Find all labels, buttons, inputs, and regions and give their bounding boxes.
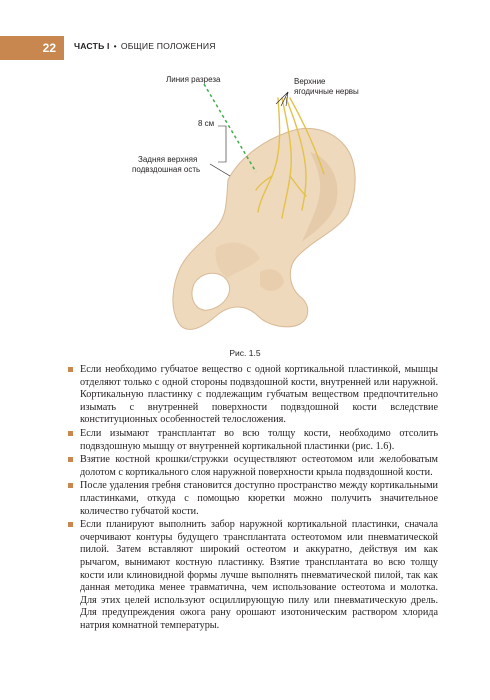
bullet-square-icon xyxy=(68,431,73,436)
spine-label-line2: подвздошная ость xyxy=(132,165,201,174)
ilium-illustration xyxy=(110,72,410,352)
part-title: ЧАСТЬ I xyxy=(74,41,110,51)
section-title: ОБЩИЕ ПОЛОЖЕНИЯ xyxy=(120,41,216,51)
running-head xyxy=(74,41,216,51)
figure-caption: Рис. 1.5 xyxy=(229,348,261,358)
list-item xyxy=(80,519,438,632)
body-text-list xyxy=(80,364,438,633)
cut-line xyxy=(204,84,256,172)
bullet-square-icon xyxy=(68,367,73,372)
nerves-label-line2: ягодичные нервы xyxy=(294,87,359,96)
spine-label-line1: Задняя верхняя xyxy=(138,155,198,164)
cut-line-label: Линия разреза xyxy=(166,75,221,84)
separator-dot: • xyxy=(113,41,117,51)
bullet-square-icon xyxy=(68,457,73,462)
paragraph-text: Взятие костной крошки/стружки осуществляют остеотомом или желобоватым долотом с кортикального слоя наружной поверхности крыла подвздошной кости. xyxy=(80,454,438,478)
list-item xyxy=(80,454,438,479)
bullet-square-icon xyxy=(68,522,73,527)
page-number: 22 xyxy=(0,36,64,60)
paragraph-text: Если планируют выполнить забор наружной кортикальной пластинки, сначала очерчивают контуры будущего трансплантата остеотомом или пневматической пилой. Затем вставляют широкий остеотом и аккуратно, действуя им как рычагом, вынимают костную пластинку. Взятие трансплантата во всю толщу кости или клиновидной формы лучше выполнять пневматической пилой, так как данная методика менее травматична, чем использование остеотома и молотка. Для этих целей используют осциллирующую пилу или пневматическую дрель. Для предупреждения ожога рану орошают изотоническим раствором хлорида натрия комнатной температуры. xyxy=(80,519,438,631)
paragraph-text: Если необходимо губчатое вещество с одной кортикальной пластинкой, мышцы отделяют только с одной стороны подвздошной кости, внутренней или наружной. Кортикальную пластинку с подлежащим губчатым веществом предпочтительно изымать с внутренней поверхности подвздошной кости вследствие конституционных особенностей телосложения. xyxy=(80,364,438,426)
spine-leader xyxy=(210,164,230,176)
paragraph-text: Если изымают трансплантат во всю толщу кости, необходимо отсолить подвздошную мышцу от внутренней кортикальной пластинки (рис. 1.6). xyxy=(80,427,438,452)
distance-label: 8 см xyxy=(198,119,215,128)
bullet-square-icon xyxy=(68,483,73,488)
page-header xyxy=(0,36,490,60)
list-item xyxy=(80,428,438,453)
pelvic-bone-figure xyxy=(110,72,410,352)
distance-bracket xyxy=(218,126,226,162)
paragraph-text: После удаления гребня становится доступно пространство между кортикальными пластинками, откуда с помощью кюретки можно получить значительное количество губчатой кости. xyxy=(80,480,438,517)
list-item xyxy=(80,364,438,427)
list-item xyxy=(80,480,438,518)
nerves-label-line1: Верхние xyxy=(294,77,326,86)
